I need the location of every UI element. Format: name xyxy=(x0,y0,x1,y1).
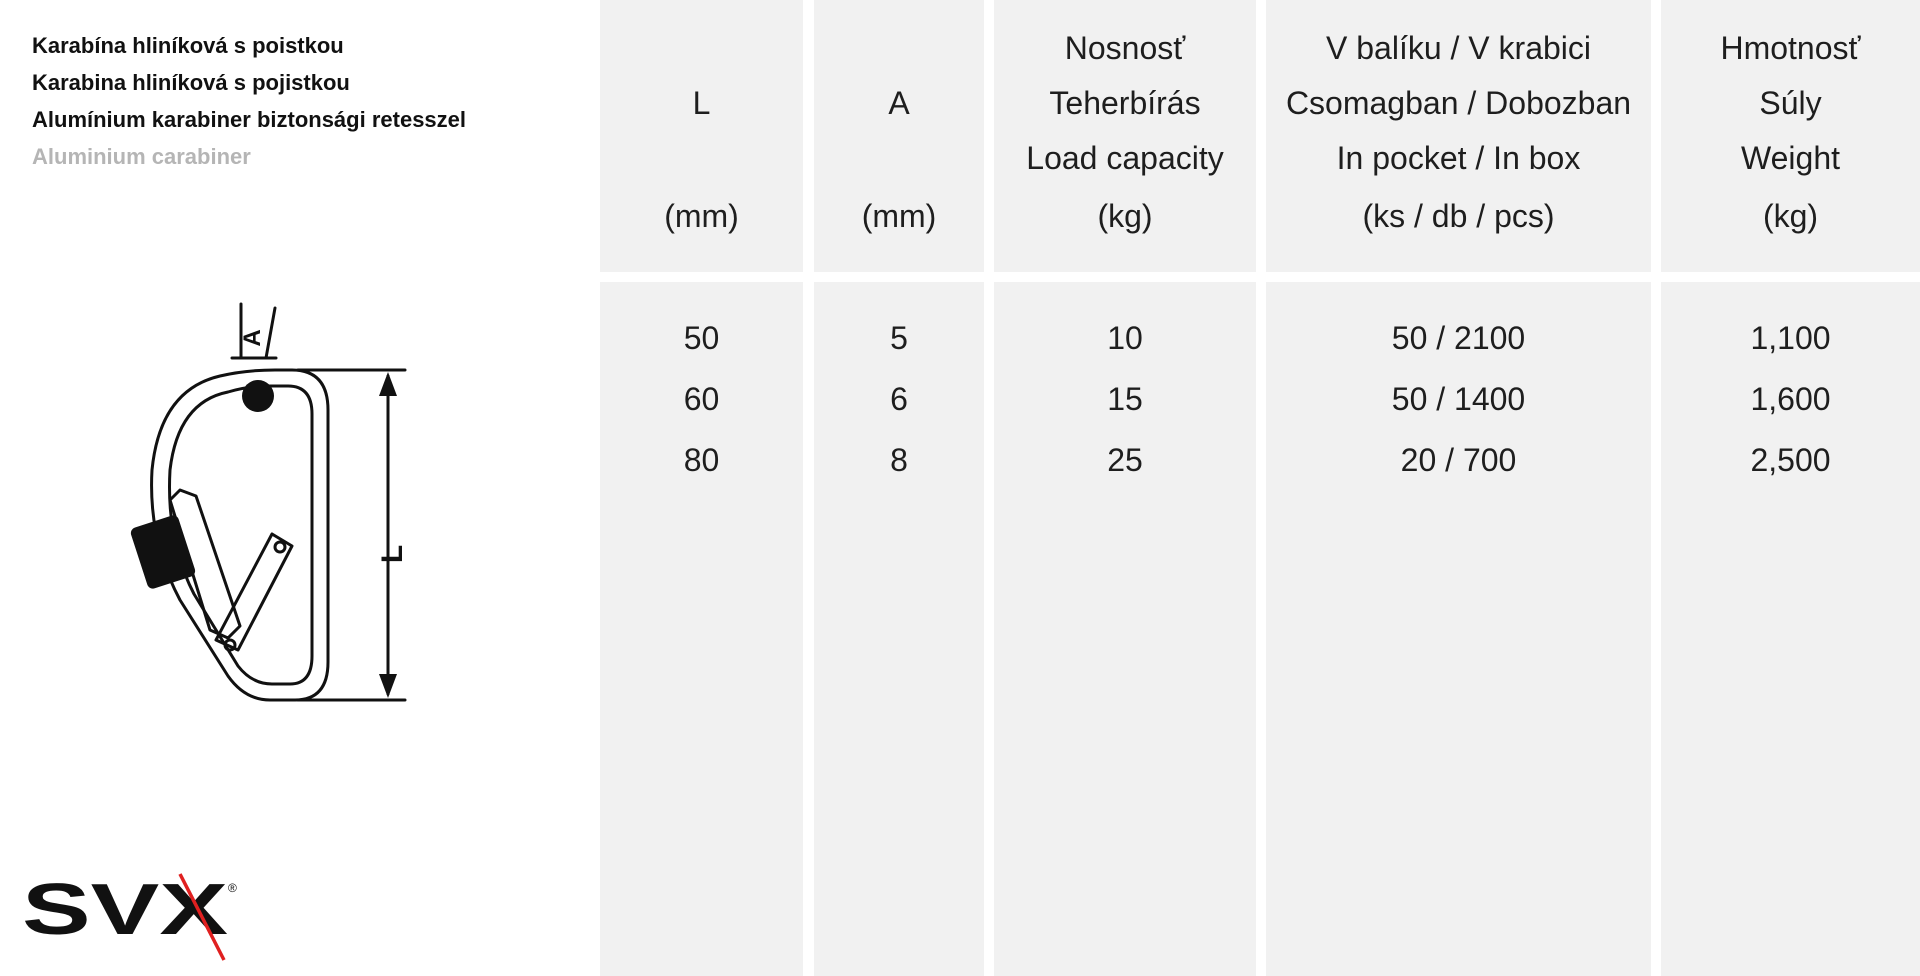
table-cell: 50 / 1400 xyxy=(1391,381,1526,417)
table-cell: 1,100 xyxy=(1750,320,1831,356)
column-header-weight xyxy=(1661,0,1920,282)
product-title-block xyxy=(32,27,466,175)
table-cell: 20 / 700 xyxy=(1400,442,1517,478)
column-header-load-capacity xyxy=(994,0,1256,282)
table-column-a xyxy=(814,0,984,976)
table-column-weight xyxy=(1661,0,1920,976)
table-cell: 25 xyxy=(1107,442,1143,478)
header-line: Load capacity xyxy=(1026,140,1224,176)
table-cell: 60 xyxy=(683,381,720,417)
table-cell: 5 xyxy=(890,320,908,356)
header-line: V balíku / V krabici xyxy=(1326,30,1591,66)
table-cell: 50 / 2100 xyxy=(1391,320,1526,356)
table-cell: 80 xyxy=(683,442,720,478)
product-name-cz: Karabina hliníková s pojistkou xyxy=(32,70,350,95)
table-column-packaging xyxy=(1266,0,1651,976)
header-line: Csomagban / Dobozban xyxy=(1285,85,1632,121)
header-line: Weight xyxy=(1740,140,1840,176)
header-line: (kg) xyxy=(1097,198,1153,234)
table-cell: 50 xyxy=(683,320,720,356)
table-cell: 15 xyxy=(1107,381,1143,417)
header-line: Súly xyxy=(1759,85,1822,121)
product-name-hu: Alumínium karabiner biztonsági retesszel xyxy=(32,107,467,132)
registered-mark: ® xyxy=(228,881,237,895)
product-name-en: Aluminium carabiner xyxy=(32,144,251,169)
header-line: Hmotnosť xyxy=(1720,30,1861,66)
header-line: (mm) xyxy=(861,198,937,234)
table-cell: 8 xyxy=(890,442,908,478)
dimension-l-label: L xyxy=(376,544,409,564)
header-line: L xyxy=(692,85,711,121)
carabiner-diagram xyxy=(120,300,440,740)
header-line: Teherbírás xyxy=(1049,85,1201,121)
column-header-l xyxy=(600,0,803,282)
table-cell: 6 xyxy=(890,381,908,417)
svx-logo xyxy=(22,868,252,968)
header-line: (ks / db / pcs) xyxy=(1362,198,1555,234)
header-line: A xyxy=(888,85,910,121)
header-line: Nosnosť xyxy=(1064,30,1186,66)
column-header-packaging xyxy=(1266,0,1651,282)
header-line: (mm) xyxy=(664,198,739,234)
svx-logo-text: SVX xyxy=(22,870,228,950)
column-header-a xyxy=(814,0,984,282)
product-name-sk: Karabína hliníková s poistkou xyxy=(32,33,344,58)
header-line: In pocket / In box xyxy=(1336,140,1581,176)
table-cell: 1,600 xyxy=(1750,381,1831,417)
table-cell: 10 xyxy=(1107,320,1143,356)
table-column-load-capacity xyxy=(994,0,1256,976)
table-cell: 2,500 xyxy=(1750,442,1831,478)
header-line: (kg) xyxy=(1762,198,1819,234)
dimension-a-label: A xyxy=(239,329,266,347)
table-column-l xyxy=(600,0,803,976)
